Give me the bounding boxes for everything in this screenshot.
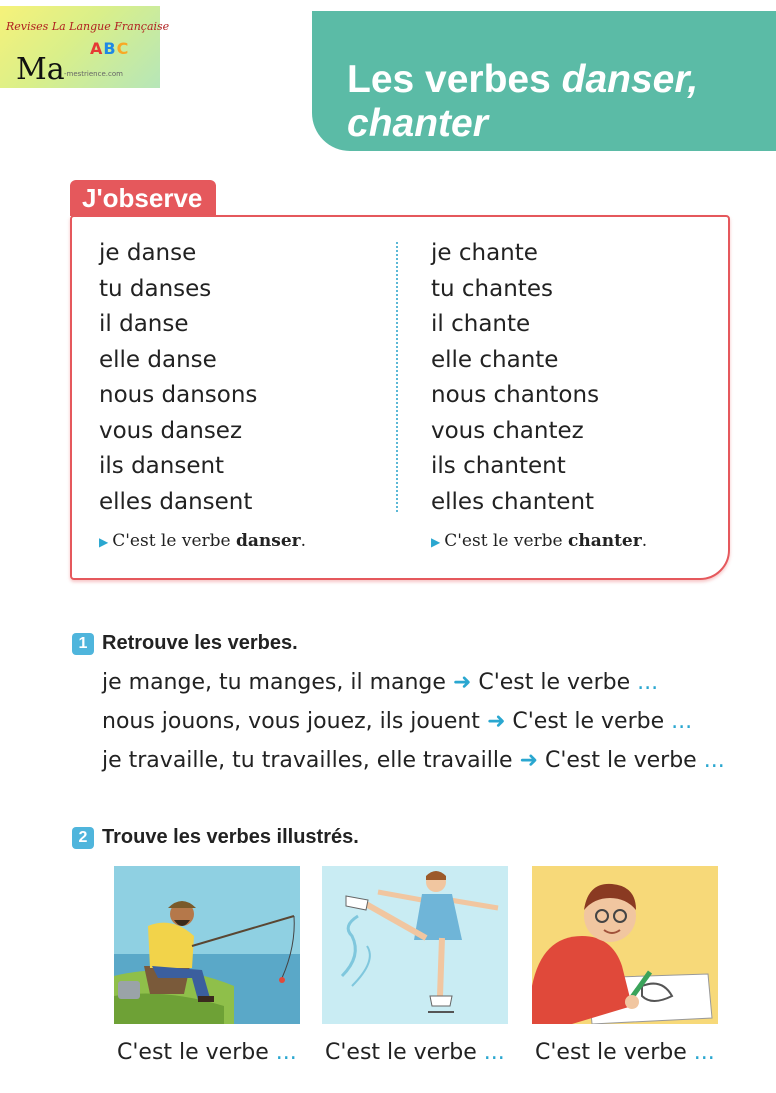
logo-tagline: Revises La Langue Française [6, 20, 170, 33]
conjugation-line: tu danses [99, 275, 212, 302]
conjugation-chanter [431, 236, 599, 520]
exercise-1-line: je travaille, tu travailles, elle travaille ➜ C'est le verbe ... [102, 748, 725, 773]
triangle-bullet-icon: ▶ [431, 535, 441, 549]
illustration-caption: C'est le verbe ... [117, 1040, 297, 1065]
conjugation-line: ils dansent [99, 453, 225, 479]
conjugation-line: elle chante [431, 346, 559, 373]
conjugation-line: je danse [99, 240, 197, 266]
illustration-skating [322, 866, 508, 1024]
conjugation-line: elles chantent [431, 488, 595, 515]
conjugation-line: elle danse [99, 346, 217, 373]
exercise-1-line: nous jouons, vous jouez, ils jouent ➜ C'est le verbe ... [102, 709, 693, 734]
conjugation-line: ils chantent [431, 453, 566, 479]
observe-tag: J'observe [70, 180, 216, 216]
conjugation-line: je chante [431, 240, 538, 266]
conjugation-line: il chante [431, 311, 531, 337]
conjugation-line: nous dansons [99, 382, 258, 408]
illustration-drawing [532, 866, 718, 1024]
conjugation-line: il danse [99, 311, 189, 337]
conjugation-line: tu chantes [431, 275, 553, 302]
logo-subtext: -mestrience.com [64, 70, 123, 78]
conjugation-line: nous chantons [431, 382, 600, 408]
arrow-right-icon: ➜ [519, 748, 538, 773]
conjugation-line: elles dansent [99, 488, 253, 515]
dotted-divider [396, 242, 398, 512]
exercise-1-heading: 1 Retrouve les verbes. [72, 632, 298, 655]
page-title: Les verbes danser, chanter [347, 58, 699, 145]
illustration-fishing [114, 866, 300, 1024]
conjugation-line: vous dansez [99, 417, 243, 444]
exercise-number-badge: 1 [72, 633, 94, 655]
logo-abc: ABC [90, 39, 130, 58]
illustration-caption: C'est le verbe ... [325, 1040, 505, 1065]
exercise-number-badge: 2 [72, 827, 94, 849]
arrow-right-icon: ➜ [486, 709, 506, 734]
exercise-2-heading: 2 Trouve les verbes illustrés. [72, 826, 359, 849]
conjugation-danser [99, 236, 257, 520]
note-chanter: ▶ C'est le verbe chanter. [431, 531, 648, 551]
arrow-right-icon: ➜ [452, 670, 472, 695]
exercise-1-line: je mange, tu manges, il mange ➜ C'est le verbe ... [102, 670, 659, 695]
site-logo [0, 6, 170, 88]
triangle-bullet-icon: ▶ [99, 535, 109, 549]
conjugation-line: vous chantez [431, 417, 584, 444]
illustration-caption: C'est le verbe ... [535, 1040, 715, 1065]
logo-ma: Ma [16, 52, 65, 87]
note-danser: ▶ C'est le verbe danser. [99, 531, 306, 551]
